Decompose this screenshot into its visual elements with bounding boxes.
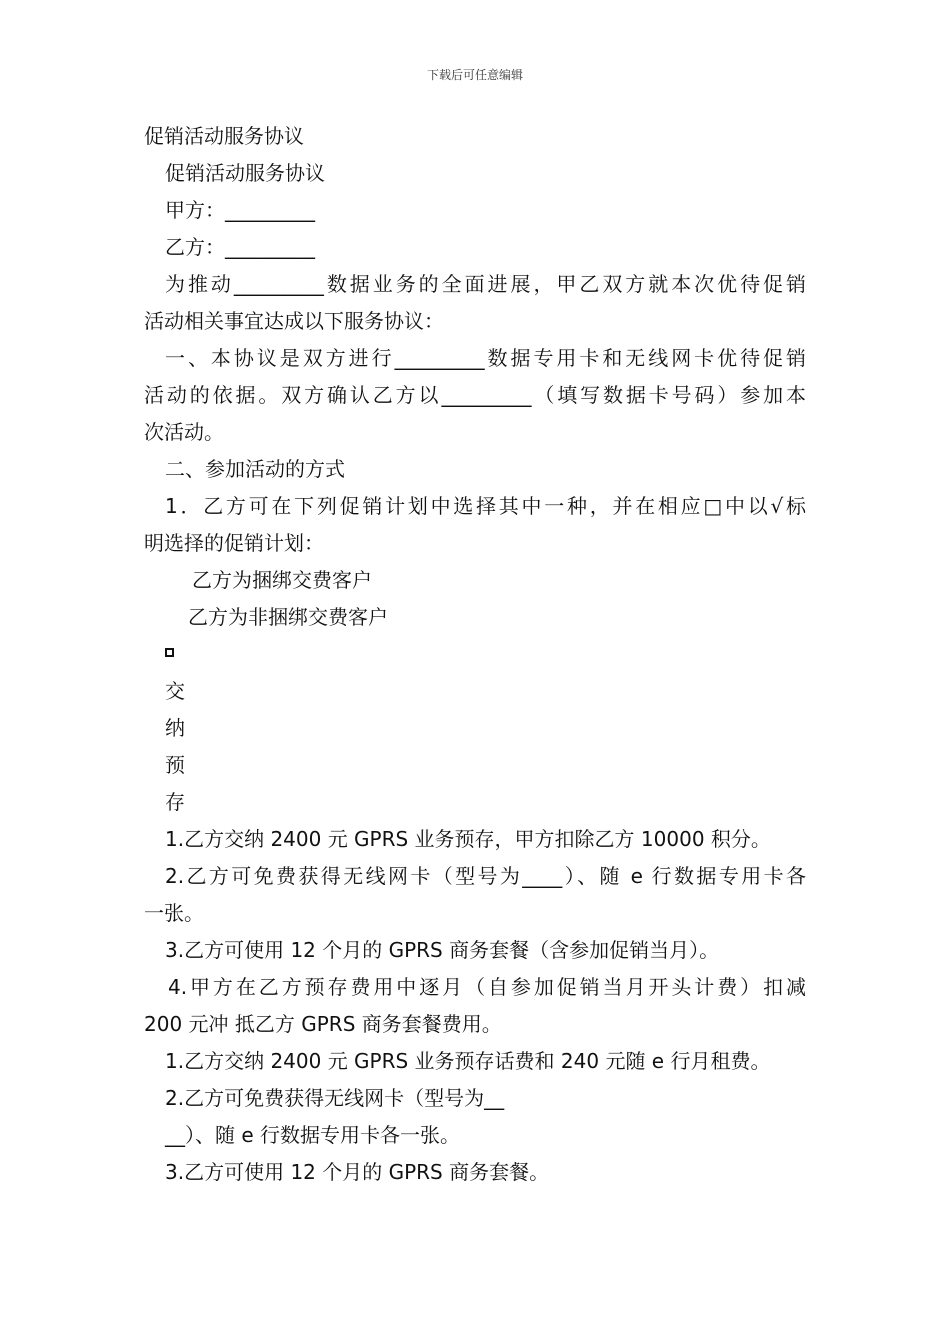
plan-item: 3.乙方可使用 12 个月的 GPRS 商务套餐。 xyxy=(165,1160,550,1184)
paragraph-line: 一、本协议是双方进行_________数据专用卡和无线网卡优待促销 xyxy=(165,346,806,370)
party-a-line: 甲方：_________ xyxy=(165,198,315,222)
plan-item-continued: 200 元冲 抵乙方 GPRS 商务套餐费用。 xyxy=(144,1012,502,1036)
agreement-heading: 促销活动服务协议 xyxy=(165,161,325,185)
option-line: 乙方为捆绑交费客户 xyxy=(192,568,372,592)
party-b-line: 乙方：_________ xyxy=(165,235,315,259)
section-heading: 二、参加活动的方式 xyxy=(165,457,345,481)
plan-item-continued: 一张。 xyxy=(144,901,204,925)
paragraph-line: 为推动_________数据业务的全面进展，甲乙双方就本次优待促销 xyxy=(165,272,806,296)
plan-item: 2.乙方可免费获得无线网卡（型号为____）、随 e 行数据专用卡各 xyxy=(165,864,806,888)
checkbox[interactable] xyxy=(165,648,174,657)
vertical-char: 交 xyxy=(165,679,185,703)
plan-item: 3.乙方可使用 12 个月的 GPRS 商务套餐（含参加促销当月）。 xyxy=(165,938,720,962)
paragraph-line: 明选择的促销计划： xyxy=(144,531,324,555)
paragraph-line: 次活动。 xyxy=(144,420,224,444)
vertical-char: 存 xyxy=(165,790,185,814)
paragraph-line: 活动的依据。双方确认乙方以_________（填写数据卡号码）参加本 xyxy=(144,383,806,407)
page-header: 下载后可任意编辑 xyxy=(426,68,523,82)
plan-item: 1.乙方交纳 2400 元 GPRS 业务预存，甲方扣除乙方 10000 积分。 xyxy=(165,827,771,851)
plan-item: 4.甲方在乙方预存费用中逐月（自参加促销当月开头计费）扣减 xyxy=(168,975,806,999)
paragraph-line: 活动相关事宜达成以下服务协议： xyxy=(144,309,444,333)
plan-item: 2.乙方可免费获得无线网卡（型号为__ xyxy=(165,1086,505,1110)
plan-item-continued: __）、随 e 行数据专用卡各一张。 xyxy=(165,1123,461,1147)
paragraph-line: 1．乙方可在下列促销计划中选择其中一种，并在相应□中以√标 xyxy=(165,494,806,518)
vertical-char: 预 xyxy=(165,753,185,777)
vertical-char: 纳 xyxy=(165,716,185,740)
plan-item: 1.乙方交纳 2400 元 GPRS 业务预存话费和 240 元随 e 行月租费。 xyxy=(165,1049,771,1073)
option-line: 乙方为非捆绑交费客户 xyxy=(188,605,388,629)
doc-title: 促销活动服务协议 xyxy=(144,124,304,148)
